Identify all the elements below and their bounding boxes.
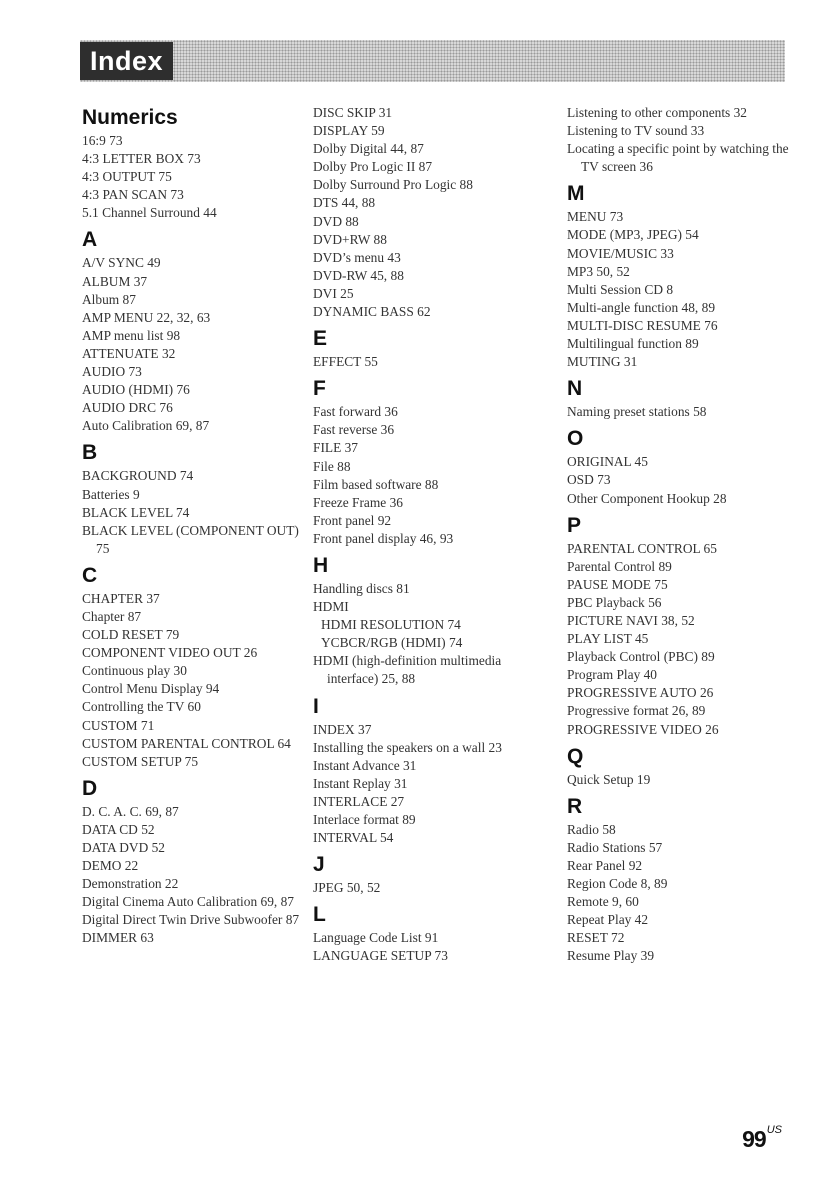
index-entry: AMP MENU 22, 32, 63 bbox=[82, 309, 211, 325]
index-entry: 16:9 73 bbox=[82, 133, 123, 148]
section-heading: F bbox=[313, 377, 326, 401]
index-entry: Demonstration 22 bbox=[82, 876, 179, 892]
index-entry: Controlling the TV 60 bbox=[82, 699, 201, 715]
index-entry: DVD’s menu 43 bbox=[313, 249, 401, 265]
index-entry: Locating a specific point by watching the TV screen 36 bbox=[567, 141, 789, 175]
index-section bbox=[567, 375, 797, 421]
index-entry: JPEG 50, 52 bbox=[313, 880, 381, 896]
index-section bbox=[313, 104, 543, 321]
index-entry: Instant Advance 31 bbox=[313, 757, 417, 773]
index-entry: Radio 58 bbox=[567, 821, 616, 837]
index-entry: Fast reverse 36 bbox=[313, 422, 395, 438]
section-heading: P bbox=[567, 513, 582, 537]
index-entry: Instant Replay 31 bbox=[313, 775, 408, 791]
index-entry: Quick Setup 19 bbox=[567, 771, 651, 787]
index-entry: PLAY LIST 45 bbox=[567, 631, 649, 647]
index-entry: Chapter 87 bbox=[82, 608, 142, 624]
index-entry: 4:3 LETTER BOX 73 bbox=[82, 151, 201, 167]
index-entry: Freeze Frame 36 bbox=[313, 494, 403, 510]
index-entry: AUDIO DRC 76 bbox=[82, 400, 173, 416]
index-entry: DISPLAY 59 bbox=[313, 123, 385, 139]
index-entry: COMPONENT VIDEO OUT 26 bbox=[82, 645, 258, 661]
index-section bbox=[82, 104, 312, 222]
index-entry: Listening to other components 32 bbox=[567, 105, 748, 120]
index-header-bar bbox=[80, 40, 785, 82]
index-section bbox=[313, 325, 543, 371]
section-heading: B bbox=[82, 441, 98, 465]
index-entry: AUDIO (HDMI) 76 bbox=[82, 382, 190, 398]
index-entry: CUSTOM PARENTAL CONTROL 64 bbox=[82, 735, 291, 751]
title-plate bbox=[80, 42, 173, 80]
index-entry: DVD+RW 88 bbox=[313, 231, 387, 247]
index-entry: Other Component Hookup 28 bbox=[567, 490, 727, 506]
index-section bbox=[567, 793, 797, 966]
index-entry: INTERVAL 54 bbox=[313, 830, 394, 846]
index-entry: Progressive format 26, 89 bbox=[567, 703, 706, 719]
index-entry: Dolby Digital 44, 87 bbox=[313, 141, 424, 157]
index-entry: Control Menu Display 94 bbox=[82, 681, 220, 697]
index-entry: INTERLACE 27 bbox=[313, 793, 405, 809]
section-heading: L bbox=[313, 903, 326, 927]
index-column-3 bbox=[567, 104, 797, 969]
index-entry: DISC SKIP 31 bbox=[313, 105, 393, 120]
index-entry: Listening to TV sound 33 bbox=[567, 123, 705, 139]
index-entry: 4:3 OUTPUT 75 bbox=[82, 169, 172, 185]
index-entry: MULTI-DISC RESUME 76 bbox=[567, 317, 718, 333]
index-entry: Language Code List 91 bbox=[313, 930, 439, 946]
index-entry: YCBCR/RGB (HDMI) 74 bbox=[321, 635, 463, 651]
index-column-2 bbox=[313, 104, 543, 969]
index-entry: File 88 bbox=[313, 458, 351, 474]
index-entry: HDMI RESOLUTION 74 bbox=[321, 617, 461, 633]
section-heading: I bbox=[313, 694, 319, 718]
section-heading: O bbox=[567, 427, 584, 451]
index-entry: PBC Playback 56 bbox=[567, 594, 662, 610]
index-entry: Remote 9, 60 bbox=[567, 894, 639, 910]
index-entry: ATTENUATE 32 bbox=[82, 345, 176, 361]
index-entry: Playback Control (PBC) 89 bbox=[567, 649, 715, 665]
index-entry: A/V SYNC 49 bbox=[82, 255, 161, 271]
index-entry: Digital Direct Twin Drive Subwoofer 87 bbox=[82, 912, 300, 928]
index-entry: Rear Panel 92 bbox=[567, 857, 643, 873]
index-entry: DVD-RW 45, 88 bbox=[313, 267, 404, 283]
index-entry: Dolby Surround Pro Logic 88 bbox=[313, 177, 473, 193]
index-entry: Fast forward 36 bbox=[313, 404, 398, 420]
index-entry: AMP menu list 98 bbox=[82, 327, 181, 343]
region-code: US bbox=[766, 1124, 782, 1136]
index-entry: PICTURE NAVI 38, 52 bbox=[567, 612, 695, 628]
index-section bbox=[313, 901, 543, 965]
index-entry: Radio Stations 57 bbox=[567, 839, 663, 855]
index-entry: DTS 44, 88 bbox=[313, 195, 376, 211]
index-entry: CUSTOM SETUP 75 bbox=[82, 753, 199, 769]
index-entry: AUDIO 73 bbox=[82, 364, 142, 380]
section-heading: D bbox=[82, 776, 98, 800]
index-section bbox=[313, 851, 543, 897]
index-entry: FILE 37 bbox=[313, 440, 359, 456]
index-entry: LANGUAGE SETUP 73 bbox=[313, 948, 448, 964]
index-entry: BLACK LEVEL 74 bbox=[82, 504, 190, 520]
section-heading: M bbox=[567, 182, 585, 206]
index-entry: DVD 88 bbox=[313, 213, 359, 229]
index-entry: Naming preset stations 58 bbox=[567, 404, 707, 420]
index-entry: DATA CD 52 bbox=[82, 821, 155, 837]
index-entry: OSD 73 bbox=[567, 472, 611, 488]
index-entry: Installing the speakers on a wall 23 bbox=[313, 739, 502, 755]
index-entry: DIMMER 63 bbox=[82, 930, 154, 946]
index-entry: HDMI (high-definition multimedia interface) 25, 88 bbox=[313, 653, 502, 687]
index-section bbox=[313, 552, 543, 689]
section-heading: H bbox=[313, 553, 329, 577]
index-entry: ORIGINAL 45 bbox=[567, 454, 648, 470]
index-entry: DEMO 22 bbox=[82, 858, 139, 874]
index-entry: Album 87 bbox=[82, 291, 136, 307]
index-entry: D. C. A. C. 69, 87 bbox=[82, 803, 179, 819]
index-section bbox=[82, 226, 312, 435]
index-entry: Multilingual function 89 bbox=[567, 336, 699, 352]
index-entry: Parental Control 89 bbox=[567, 558, 672, 574]
index-entry: BLACK LEVEL (COMPONENT OUT) 75 bbox=[82, 522, 299, 556]
index-section bbox=[313, 693, 543, 848]
index-entry: Dolby Pro Logic II 87 bbox=[313, 159, 433, 175]
index-section bbox=[567, 512, 797, 739]
section-heading: N bbox=[567, 377, 583, 401]
index-section bbox=[567, 425, 797, 507]
index-entry: Program Play 40 bbox=[567, 667, 658, 683]
index-entry: Region Code 8, 89 bbox=[567, 876, 668, 891]
index-entry: EFFECT 55 bbox=[313, 354, 378, 370]
index-entry: Interlace format 89 bbox=[313, 812, 416, 827]
index-section bbox=[313, 375, 543, 548]
section-heading: Numerics bbox=[82, 106, 178, 129]
index-entry: Multi-angle function 48, 89 bbox=[567, 299, 716, 315]
index-section bbox=[82, 439, 312, 557]
index-entry: MENU 73 bbox=[567, 209, 624, 225]
index-section bbox=[82, 775, 312, 948]
index-entry: MUTING 31 bbox=[567, 354, 638, 370]
index-entry: DYNAMIC BASS 62 bbox=[313, 304, 431, 320]
index-entry: 5.1 Channel Surround 44 bbox=[82, 205, 217, 221]
index-entry: Front panel display 46, 93 bbox=[313, 530, 454, 546]
index-section bbox=[567, 180, 797, 371]
index-entry: CUSTOM 71 bbox=[82, 717, 155, 733]
index-entry: MOVIE/MUSIC 33 bbox=[567, 245, 674, 261]
section-heading: J bbox=[313, 853, 325, 877]
index-entry: COLD RESET 79 bbox=[82, 627, 180, 643]
index-column-1 bbox=[82, 104, 312, 952]
index-entry: DVI 25 bbox=[313, 285, 354, 301]
index-entry: PROGRESSIVE VIDEO 26 bbox=[567, 721, 719, 737]
index-entry: Multi Session CD 8 bbox=[567, 281, 674, 297]
index-entry: BACKGROUND 74 bbox=[82, 468, 194, 484]
index-entry: RESET 72 bbox=[567, 930, 625, 946]
index-entry: Continuous play 30 bbox=[82, 663, 187, 679]
index-section bbox=[82, 562, 312, 771]
index-entry: Repeat Play 42 bbox=[567, 912, 649, 928]
index-entry: Front panel 92 bbox=[313, 512, 392, 528]
index-entry: PAUSE MODE 75 bbox=[567, 576, 668, 592]
section-heading: R bbox=[567, 794, 583, 818]
index-entry: Film based software 88 bbox=[313, 476, 439, 492]
index-entry: MODE (MP3, JPEG) 54 bbox=[567, 227, 699, 243]
index-section bbox=[567, 743, 797, 789]
page-number: 99 bbox=[742, 1126, 766, 1152]
index-entry: Handling discs 81 bbox=[313, 580, 410, 596]
index-entry: CHAPTER 37 bbox=[82, 590, 160, 606]
section-heading: A bbox=[82, 228, 98, 252]
index-section bbox=[567, 104, 797, 176]
page-footer bbox=[742, 1126, 782, 1153]
index-entry: ALBUM 37 bbox=[82, 273, 148, 289]
index-entry: Digital Cinema Auto Calibration 69, 87 bbox=[82, 894, 294, 910]
index-entry: INDEX 37 bbox=[313, 721, 372, 737]
index-entry: PARENTAL CONTROL 65 bbox=[567, 540, 717, 556]
page-title: Index bbox=[90, 46, 164, 76]
index-entry: 4:3 PAN SCAN 73 bbox=[82, 187, 184, 203]
section-heading: E bbox=[313, 327, 328, 351]
section-heading: Q bbox=[567, 744, 584, 768]
index-entry: MP3 50, 52 bbox=[567, 263, 630, 279]
index-entry: Auto Calibration 69, 87 bbox=[82, 418, 210, 434]
index-entry: DATA DVD 52 bbox=[82, 840, 165, 855]
index-entry: PROGRESSIVE AUTO 26 bbox=[567, 685, 714, 701]
index-entry: Resume Play 39 bbox=[567, 948, 655, 964]
index-entry: Batteries 9 bbox=[82, 486, 140, 502]
index-entry: HDMI bbox=[313, 599, 349, 615]
section-heading: C bbox=[82, 563, 98, 587]
